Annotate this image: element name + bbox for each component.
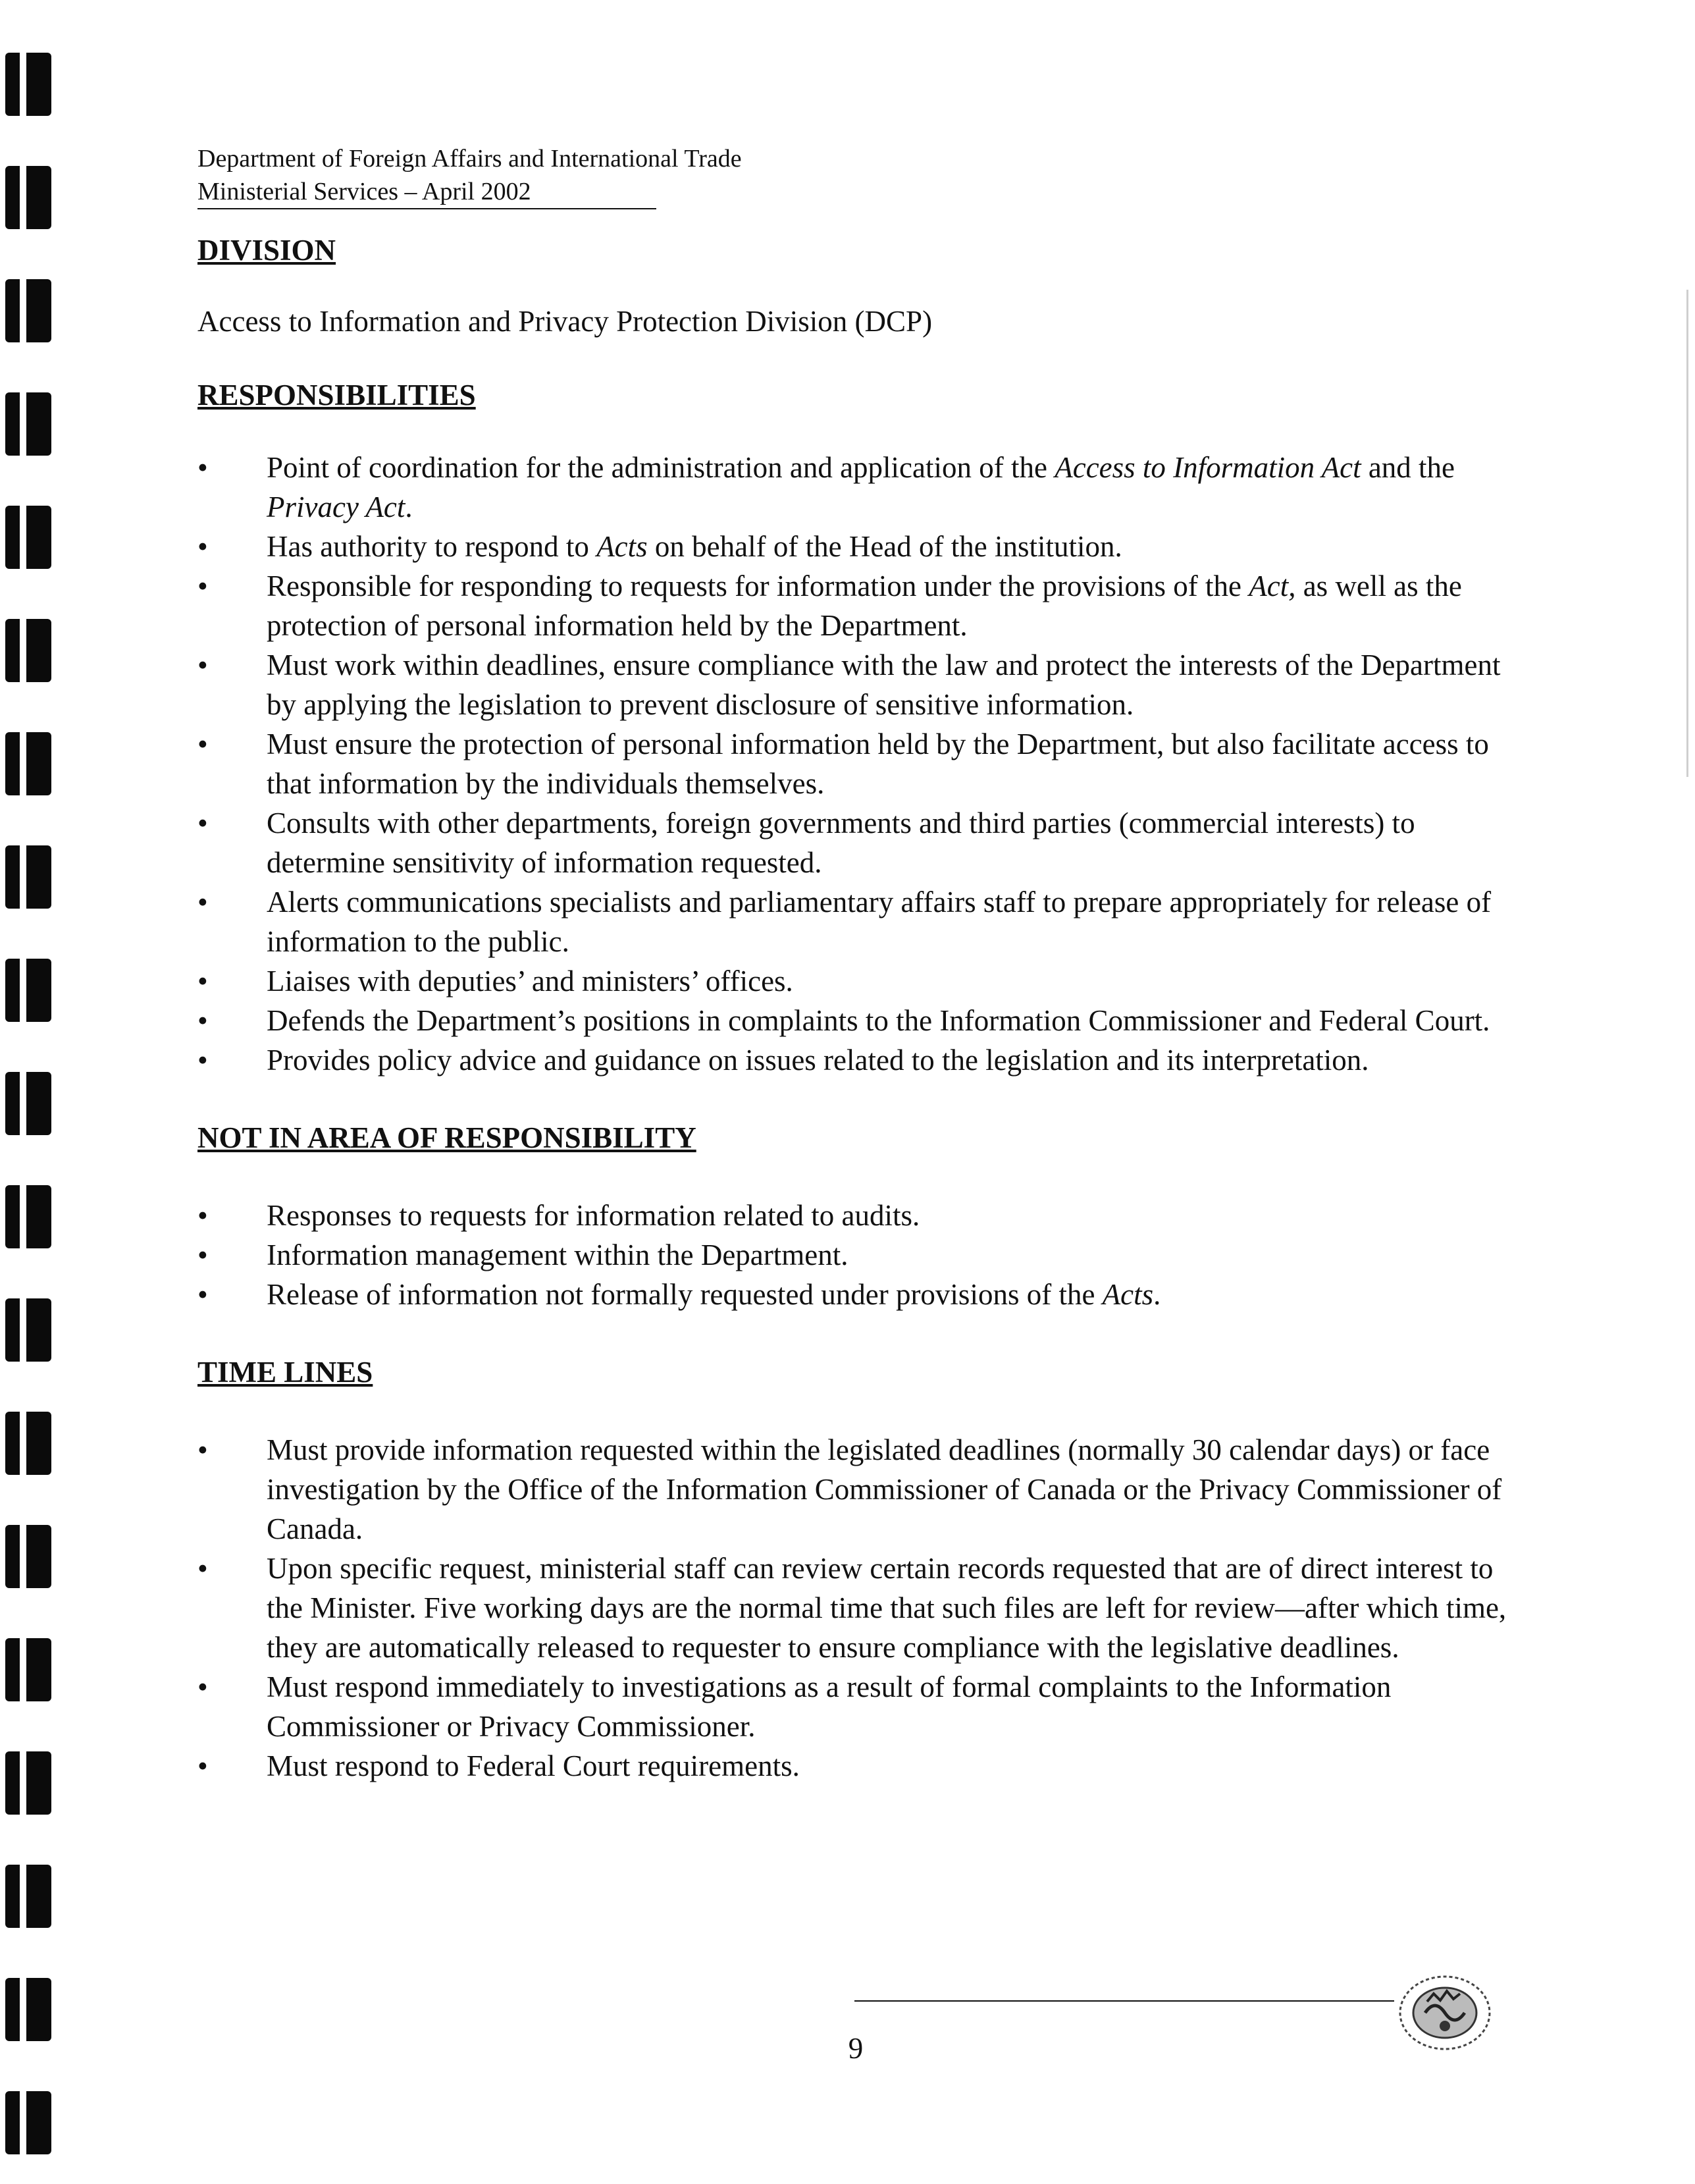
document-body (197, 230, 1514, 1786)
binder-hole (5, 732, 51, 795)
binder-hole (5, 1525, 51, 1588)
header-subtitle: Ministerial Services – April 2002 (197, 175, 656, 209)
binder-hole (5, 166, 51, 229)
list-item: • Upon specific request, ministerial staff can review certain records requested that are of direct interest to the Minister. Five working days are the normal time that such files are left for review—after which time, they are automatically released to requester to ensure compliance with the legislative deadlines. (197, 1549, 1514, 1667)
list-item: • Must ensure the protection of personal information held by the Department, but also facilitate access to that information by the individuals themselves. (197, 724, 1514, 803)
division-heading: DIVISION (197, 234, 336, 267)
time-lines-heading: TIME LINES (197, 1356, 373, 1389)
binder-hole (5, 619, 51, 682)
binder-hole (5, 1185, 51, 1248)
header-department: Department of Foreign Affairs and International Trade (197, 145, 742, 173)
list-item: • Point of coordination for the administration and application of the Access to Information Act and the Privacy Act. (197, 448, 1514, 527)
binder-hole (5, 1978, 51, 2041)
not-responsible-list (197, 1196, 1514, 1314)
binder-hole (5, 53, 51, 116)
list-item: • Has authority to respond to Acts on behalf of the Head of the institution. (197, 527, 1514, 566)
list-item: • Must respond immediately to investigations as a result of formal complaints to the Information Commissioner or Privacy Commissioner. (197, 1667, 1514, 1746)
binder-hole (5, 2091, 51, 2154)
list-item: • Must respond to Federal Court requirements. (197, 1746, 1514, 1786)
binder-hole (5, 506, 51, 569)
list-item: • Responses to requests for information related to audits. (197, 1196, 1514, 1235)
binder-hole (5, 1072, 51, 1135)
page-number: 9 (848, 2032, 864, 2065)
division-text: Access to Information and Privacy Protection Division (DCP) (197, 305, 933, 338)
list-item: • Must work within deadlines, ensure compliance with the law and protect the interests of the Department by applying the legislation to prevent disclosure of sensitive information. (197, 645, 1514, 724)
list-item: • Alerts communications specialists and parliamentary affairs staff to prepare appropriately for release of information to the public. (197, 882, 1514, 961)
list-item: • Provides policy advice and guidance on issues related to the legislation and its interpretation. (197, 1040, 1514, 1080)
time-lines-list (197, 1430, 1514, 1786)
footer-rule (854, 2000, 1394, 2002)
list-item: • Must provide information requested within the legislated deadlines (normally 30 calendar days) or face investigation by the Office of the Information Commissioner of Canada or the Privacy Commissioner of Canada. (197, 1430, 1514, 1549)
list-item: • Liaises with deputies’ and ministers’ offices. (197, 961, 1514, 1001)
binder-hole (5, 1865, 51, 1928)
binder-hole (5, 845, 51, 909)
binder-hole (5, 959, 51, 1022)
binder-hole (5, 1298, 51, 1362)
page-edge-shadow (1686, 290, 1688, 777)
list-item: • Consults with other departments, foreign governments and third parties (commercial interests) to determine sensitivity of information requested. (197, 803, 1514, 882)
binder-hole (5, 392, 51, 456)
list-item: • Release of information not formally requested under provisions of the Acts. (197, 1275, 1514, 1314)
responsibilities-list (197, 448, 1514, 1080)
list-item: • Responsible for responding to requests for information under the provisions of the Act, as well as the protection of personal information held by the Department. (197, 566, 1514, 645)
binder-hole (5, 279, 51, 342)
list-item: • Information management within the Department. (197, 1235, 1514, 1275)
government-seal-icon (1389, 1965, 1498, 2058)
binder-holes (0, 0, 59, 2184)
binder-hole (5, 1412, 51, 1475)
responsibilities-heading: RESPONSIBILITIES (197, 379, 476, 412)
binder-hole (5, 1638, 51, 1701)
document-header (197, 142, 742, 209)
list-item: • Defends the Department’s positions in complaints to the Information Commissioner and Federal Court. (197, 1001, 1514, 1040)
not-responsible-heading: NOT IN AREA OF RESPONSIBILITY (197, 1121, 696, 1154)
binder-hole (5, 1751, 51, 1815)
